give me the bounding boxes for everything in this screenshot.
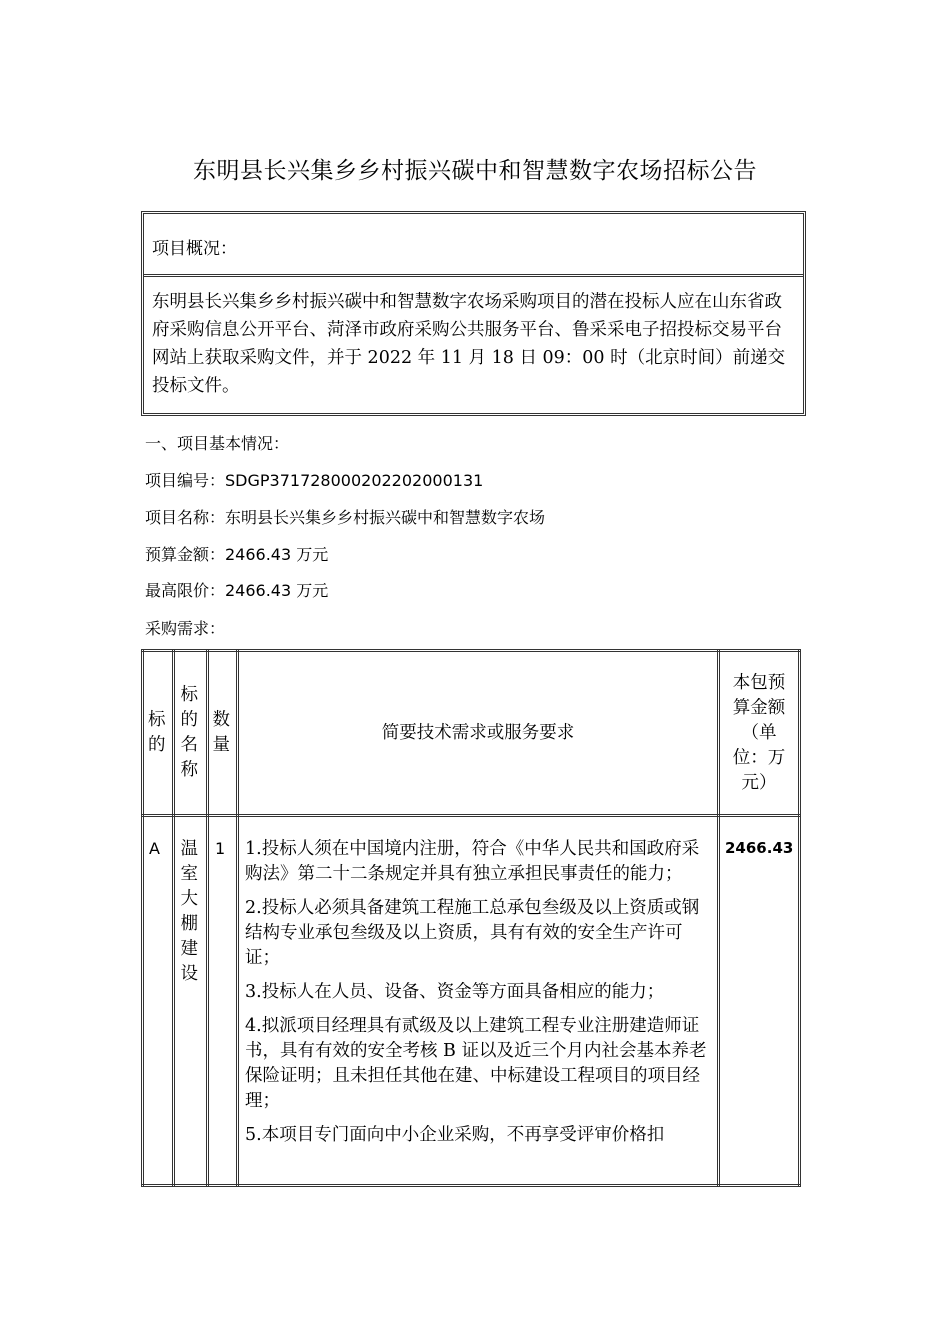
cell-budget: [719, 816, 800, 1186]
project-name: 项目名称：东明县长兴集乡乡村振兴碳中和智慧数字农场: [145, 508, 546, 527]
requirement-item: 1.投标人须在中国境内注册，符合《中华人民共和国政府采购法》第二十二条规定并具有独立承担民事责任的能力；: [245, 839, 700, 884]
cell-lot-name: [174, 816, 208, 1186]
qty-value: 1: [215, 839, 226, 858]
header-qty: [208, 651, 238, 816]
overview-box: [141, 211, 806, 416]
overview-heading: 项目概况：: [144, 214, 803, 277]
header-requirements-text: 简要技术需求或服务要求: [381, 722, 575, 743]
requirement-item: 5.本项目专门面向中小企业采购，不再享受评审价格扣: [245, 1125, 665, 1145]
header-budget: [719, 651, 800, 816]
requirements-list: [245, 837, 709, 1165]
header-lot: [143, 651, 174, 816]
max-price: 最高限价：2466.43 万元: [145, 581, 329, 600]
table-header-row: [143, 651, 800, 816]
header-lot-name-text: 标的名称: [180, 685, 198, 780]
requirement-item: 4.拟派项目经理具有贰级及以上建筑工程专业注册建造师证书，具有有效的安全考核 B 证以及近三个月内社会基本养老保险证明；且未担任其他在建、中标建设工程项目的项目经理；: [245, 1016, 707, 1111]
table-row: [143, 816, 800, 1186]
overview-text: 东明县长兴集乡乡村振兴碳中和智慧数字农场采购项目的潜在投标人应在山东省政府采购信息公开平台、菏泽市政府采购公共服务平台、鲁采采电子招投标交易平台网站上获取采购文件，并于 2022 年 11 月 18 日 09：00 时（北京时间）前递交投标文件。: [152, 292, 786, 396]
requirements-table: [141, 649, 801, 1187]
cell-qty: [208, 816, 238, 1186]
budget-value: 2466.43: [725, 839, 794, 857]
requirement-item: 2.投标人必须具备建筑工程施工总承包叁级及以上资质或钢结构专业承包叁级及以上资质，具有有效的安全生产许可证；: [245, 898, 700, 968]
header-requirements: [238, 651, 719, 816]
cell-lot: [143, 816, 174, 1186]
header-lot-text: 标的: [148, 710, 166, 755]
requirement-label: 采购需求：: [145, 619, 226, 638]
requirement-item: 3.投标人在人员、设备、资金等方面具备相应的能力；: [245, 982, 665, 1002]
document-title: 东明县长兴集乡乡村振兴碳中和智慧数字农场招标公告: [193, 158, 757, 184]
project-number: 项目编号：SDGP371728000202202000131: [145, 471, 484, 490]
header-qty-text: 数量: [212, 710, 230, 755]
lot-name-value: 温室大棚建设: [180, 839, 198, 984]
header-budget-text: 本包预算金额（单位：万元）: [732, 672, 786, 793]
header-lot-name: [174, 651, 208, 816]
budget-amount: 预算金额：2466.43 万元: [145, 545, 329, 564]
cell-requirements: [238, 816, 719, 1186]
basic-section-title: 一、项目基本情况：: [145, 434, 290, 453]
lot-value: A: [149, 839, 160, 858]
